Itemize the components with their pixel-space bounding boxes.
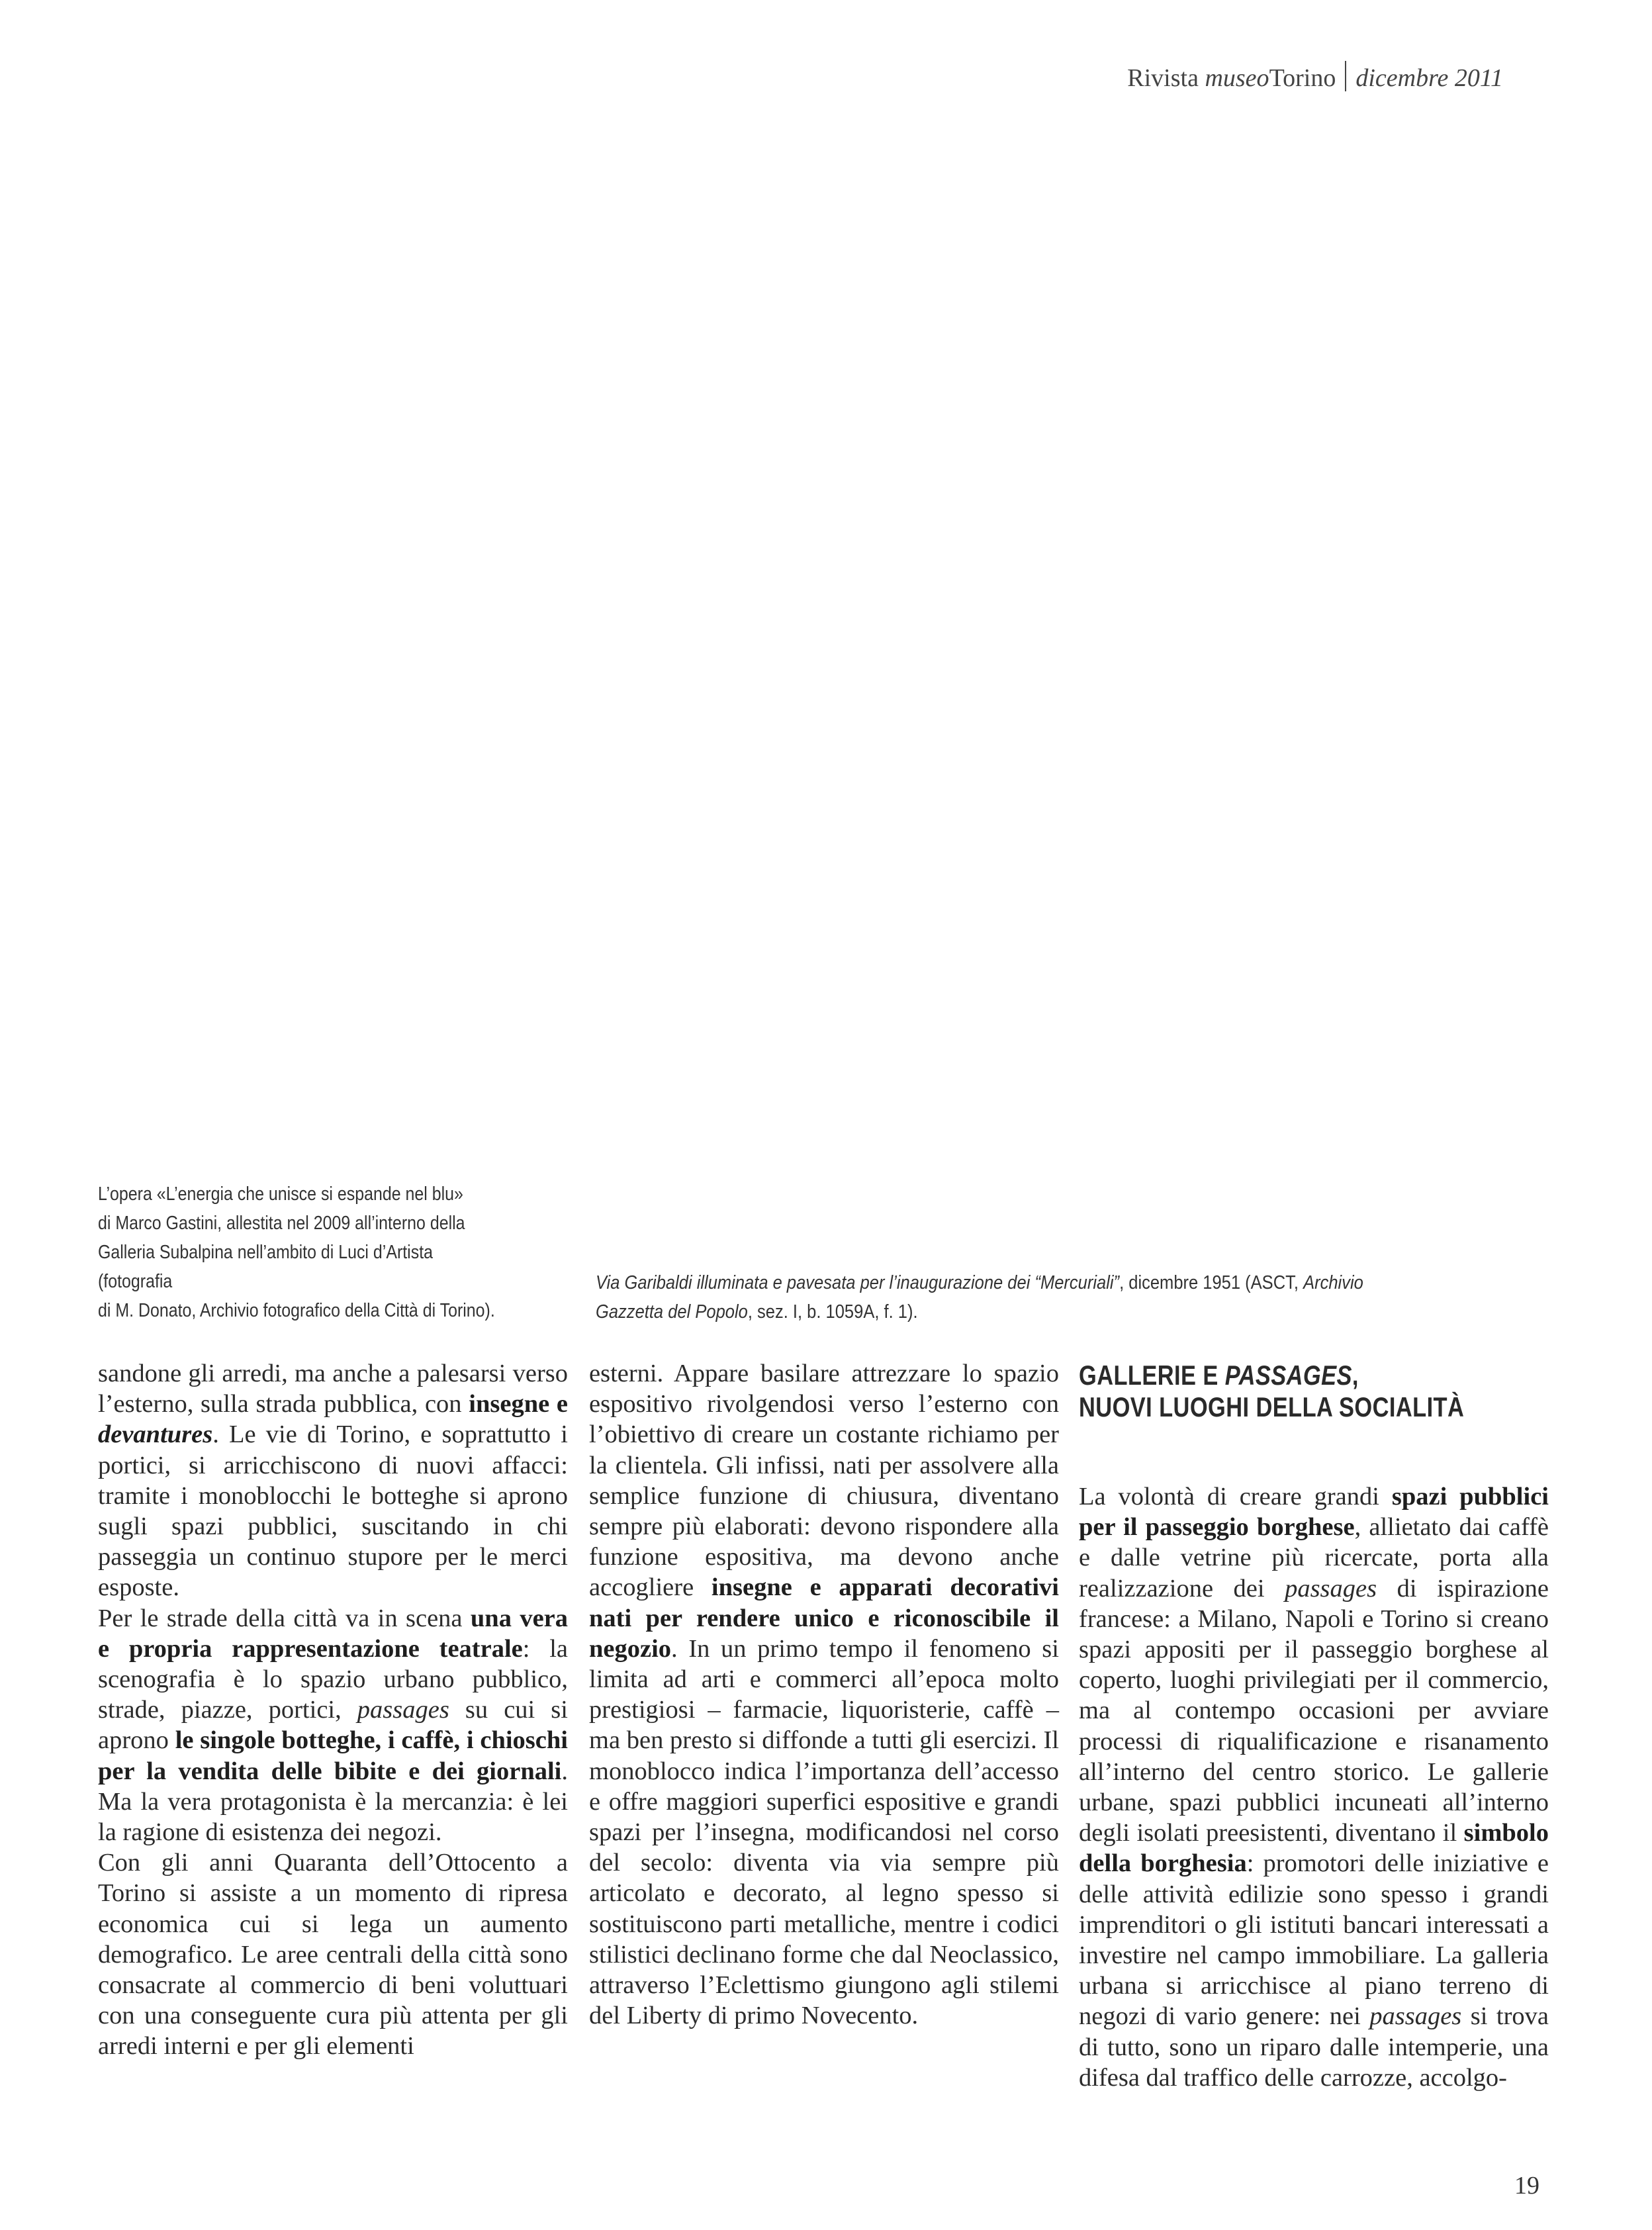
italic-text: passages xyxy=(357,1696,449,1724)
text-run: : promotori delle iniziative e delle attività edilizie sono spesso i grandi imprenditori o gli istituti bancari interessati a investire nel campo immobiliare. La galleria urbana si arricchisce al piano terreno di negozi di vario genere: nei xyxy=(1079,1849,1549,2031)
text-run: sandone gli arredi, ma anche a palesarsi verso l’esterno, sulla strada pubblica, con xyxy=(98,1360,568,1418)
text-run: , allietato dai caffè e dalle vetrine più ricercate, porta alla realizzazione dei xyxy=(1079,1513,1549,1603)
paragraph xyxy=(1079,1481,1549,2093)
caption-line: di Marco Gastini, allestita nel 2009 all’interno della xyxy=(98,1213,465,1234)
text-run: esterni. Appare basilare attrezzare lo spazio espositivo rivolgendosi verso l’esterno con l’obiettivo di creare un costante richiamo per la clientela. Gli infissi, nati per assolvere alla semplice funzione di chiusura, diventano sempre più elaborati: devono rispondere alla funzione espositiva, ma devono anche accogliere xyxy=(589,1360,1059,1602)
heading-text: , xyxy=(1352,1360,1359,1391)
magazine-name-italic: museo xyxy=(1205,64,1269,92)
bold-text: insegne e xyxy=(469,1390,568,1418)
heading-italic-text: PASSAGES xyxy=(1224,1360,1352,1391)
bold-italic-text: devantures xyxy=(98,1420,213,1449)
caption-line: L’opera «L’energia che unisce si espande nel blu» xyxy=(98,1184,463,1205)
caption-text: , dicembre 1951 (ASCT, xyxy=(1119,1272,1304,1293)
text-run: di ispirazione francese: a Milano, Napoli e Torino si creano spazi appositi per il passeggio borghese al coperto, luoghi privilegiati per il commercio, ma al contempo occasioni per avviare processi di riqualificazione e risanamento all’interno del centro storico. Le gallerie urbane, spazi pubblici incuneati all’interno degli isolati preesistenti, diventano il xyxy=(1079,1574,1549,1847)
text-run: si trova di tutto, sono un riparo dalle intemperie, una difesa dal traffico delle carrozze, accolgo- xyxy=(1079,2002,1549,2092)
paragraph xyxy=(589,1358,1059,2031)
left-image-caption xyxy=(98,1180,496,1325)
text-run: . In un primo tempo il fenomeno si limita ad arti e commerci all’epoca molto prestigiosi – farmacie, liquoristerie, caffè – ma ben presto si diffonde a tutti gli esercizi. Il monoblocco indica l’importanza dell’accesso e offre maggiori superfici espositive e grandi spazi per l’insegna, modificandosi nel corso del secolo: diventa via via sempre più articolato e decorato, al legno spesso si sostituiscono parti metalliche, mentre i codici stilistici declinano forme che dal Neoclassico, attraverso l’Eclettismo giungono agli stilemi del Liberty di primo Novecento. xyxy=(589,1634,1059,2030)
text-run: . Le vie di Torino, e soprattutto i portici, si arricchiscono di nuovi affacci: tramite i monoblocchi le botteghe si aprono sugli spazi pubblici, suscitando in chi passeggia un continuo stupore per le merci esposte. xyxy=(98,1420,568,1602)
bold-text: una vera e propria rappresentazione teatrale xyxy=(98,1604,568,1663)
text-run: . Ma la vera protagonista è la mercanzia: è lei la ragione di esistenza dei negozi. xyxy=(98,1757,568,1847)
text-column-3 xyxy=(1079,1358,1549,2093)
heading-text: GALLERIE E xyxy=(1079,1360,1225,1391)
paragraph: Con gli anni Quaranta dell’Ottocento a Torino si assiste a un momento di ripresa economica cui si lega un aumento demografico. Le aree centrali della città sono consacrate al commercio di beni voluttuari con una conseguente cura più attenta per gli arredi interni e per gli elementi xyxy=(98,1849,568,2061)
caption-title: Via Garibaldi illuminata e pavesata per l’inaugurazione dei “Mercuriali” xyxy=(596,1272,1120,1293)
italic-text: passages xyxy=(1285,1574,1377,1603)
issue-date: dicembre 2011 xyxy=(1355,64,1503,92)
magazine-name-prefix: Rivista xyxy=(1127,64,1205,92)
paragraph xyxy=(98,1603,568,1848)
text-run: su cui si aprono xyxy=(98,1696,568,1755)
italic-text: passages xyxy=(1369,2002,1462,2031)
text-run: Per le strade della città va in scena xyxy=(98,1604,471,1632)
text-run: La volontà di creare grandi xyxy=(1079,1483,1392,1510)
section-heading xyxy=(1079,1358,1535,1423)
bold-text: simbolo della borghesia xyxy=(1079,1819,1549,1878)
bold-text: spazi pubblici per il passeggio borghese xyxy=(1079,1483,1549,1542)
page-number: 19 xyxy=(1514,2172,1539,2200)
caption-line: Galleria Subalpina nell’ambito di Luci d’Artista (fotografia xyxy=(98,1242,434,1292)
heading-line-1 xyxy=(1079,1360,1535,1391)
header-separator xyxy=(1345,61,1346,91)
text-run: : la scenografia è lo spazio urbano pubblico, strade, piazze, portici, xyxy=(98,1634,568,1724)
paragraph xyxy=(98,1358,568,1603)
magazine-name-suffix: Torino xyxy=(1269,64,1336,92)
running-header xyxy=(1127,61,1503,93)
text-column-2 xyxy=(589,1358,1059,2031)
bold-text: insegne e apparati decorativi nati per rendere unico e riconoscibile il negozio xyxy=(589,1573,1059,1663)
caption-archive: Archivio Gazzetta del Popolo xyxy=(596,1272,1363,1323)
text-column-1 xyxy=(98,1358,568,2062)
bold-text: le singole botteghe, i caffè, i chioschi per la vendita delle bibite e dei giornali xyxy=(98,1726,568,1785)
caption-line: di M. Donato, Archivio fotografico della Città di Torino). xyxy=(98,1300,495,1321)
right-image-caption xyxy=(596,1268,1417,1326)
caption-text: , sez. I, b. 1059A, f. 1). xyxy=(747,1301,918,1323)
heading-line-2: NUOVI LUOGHI DELLA SOCIALITÀ xyxy=(1079,1391,1465,1422)
